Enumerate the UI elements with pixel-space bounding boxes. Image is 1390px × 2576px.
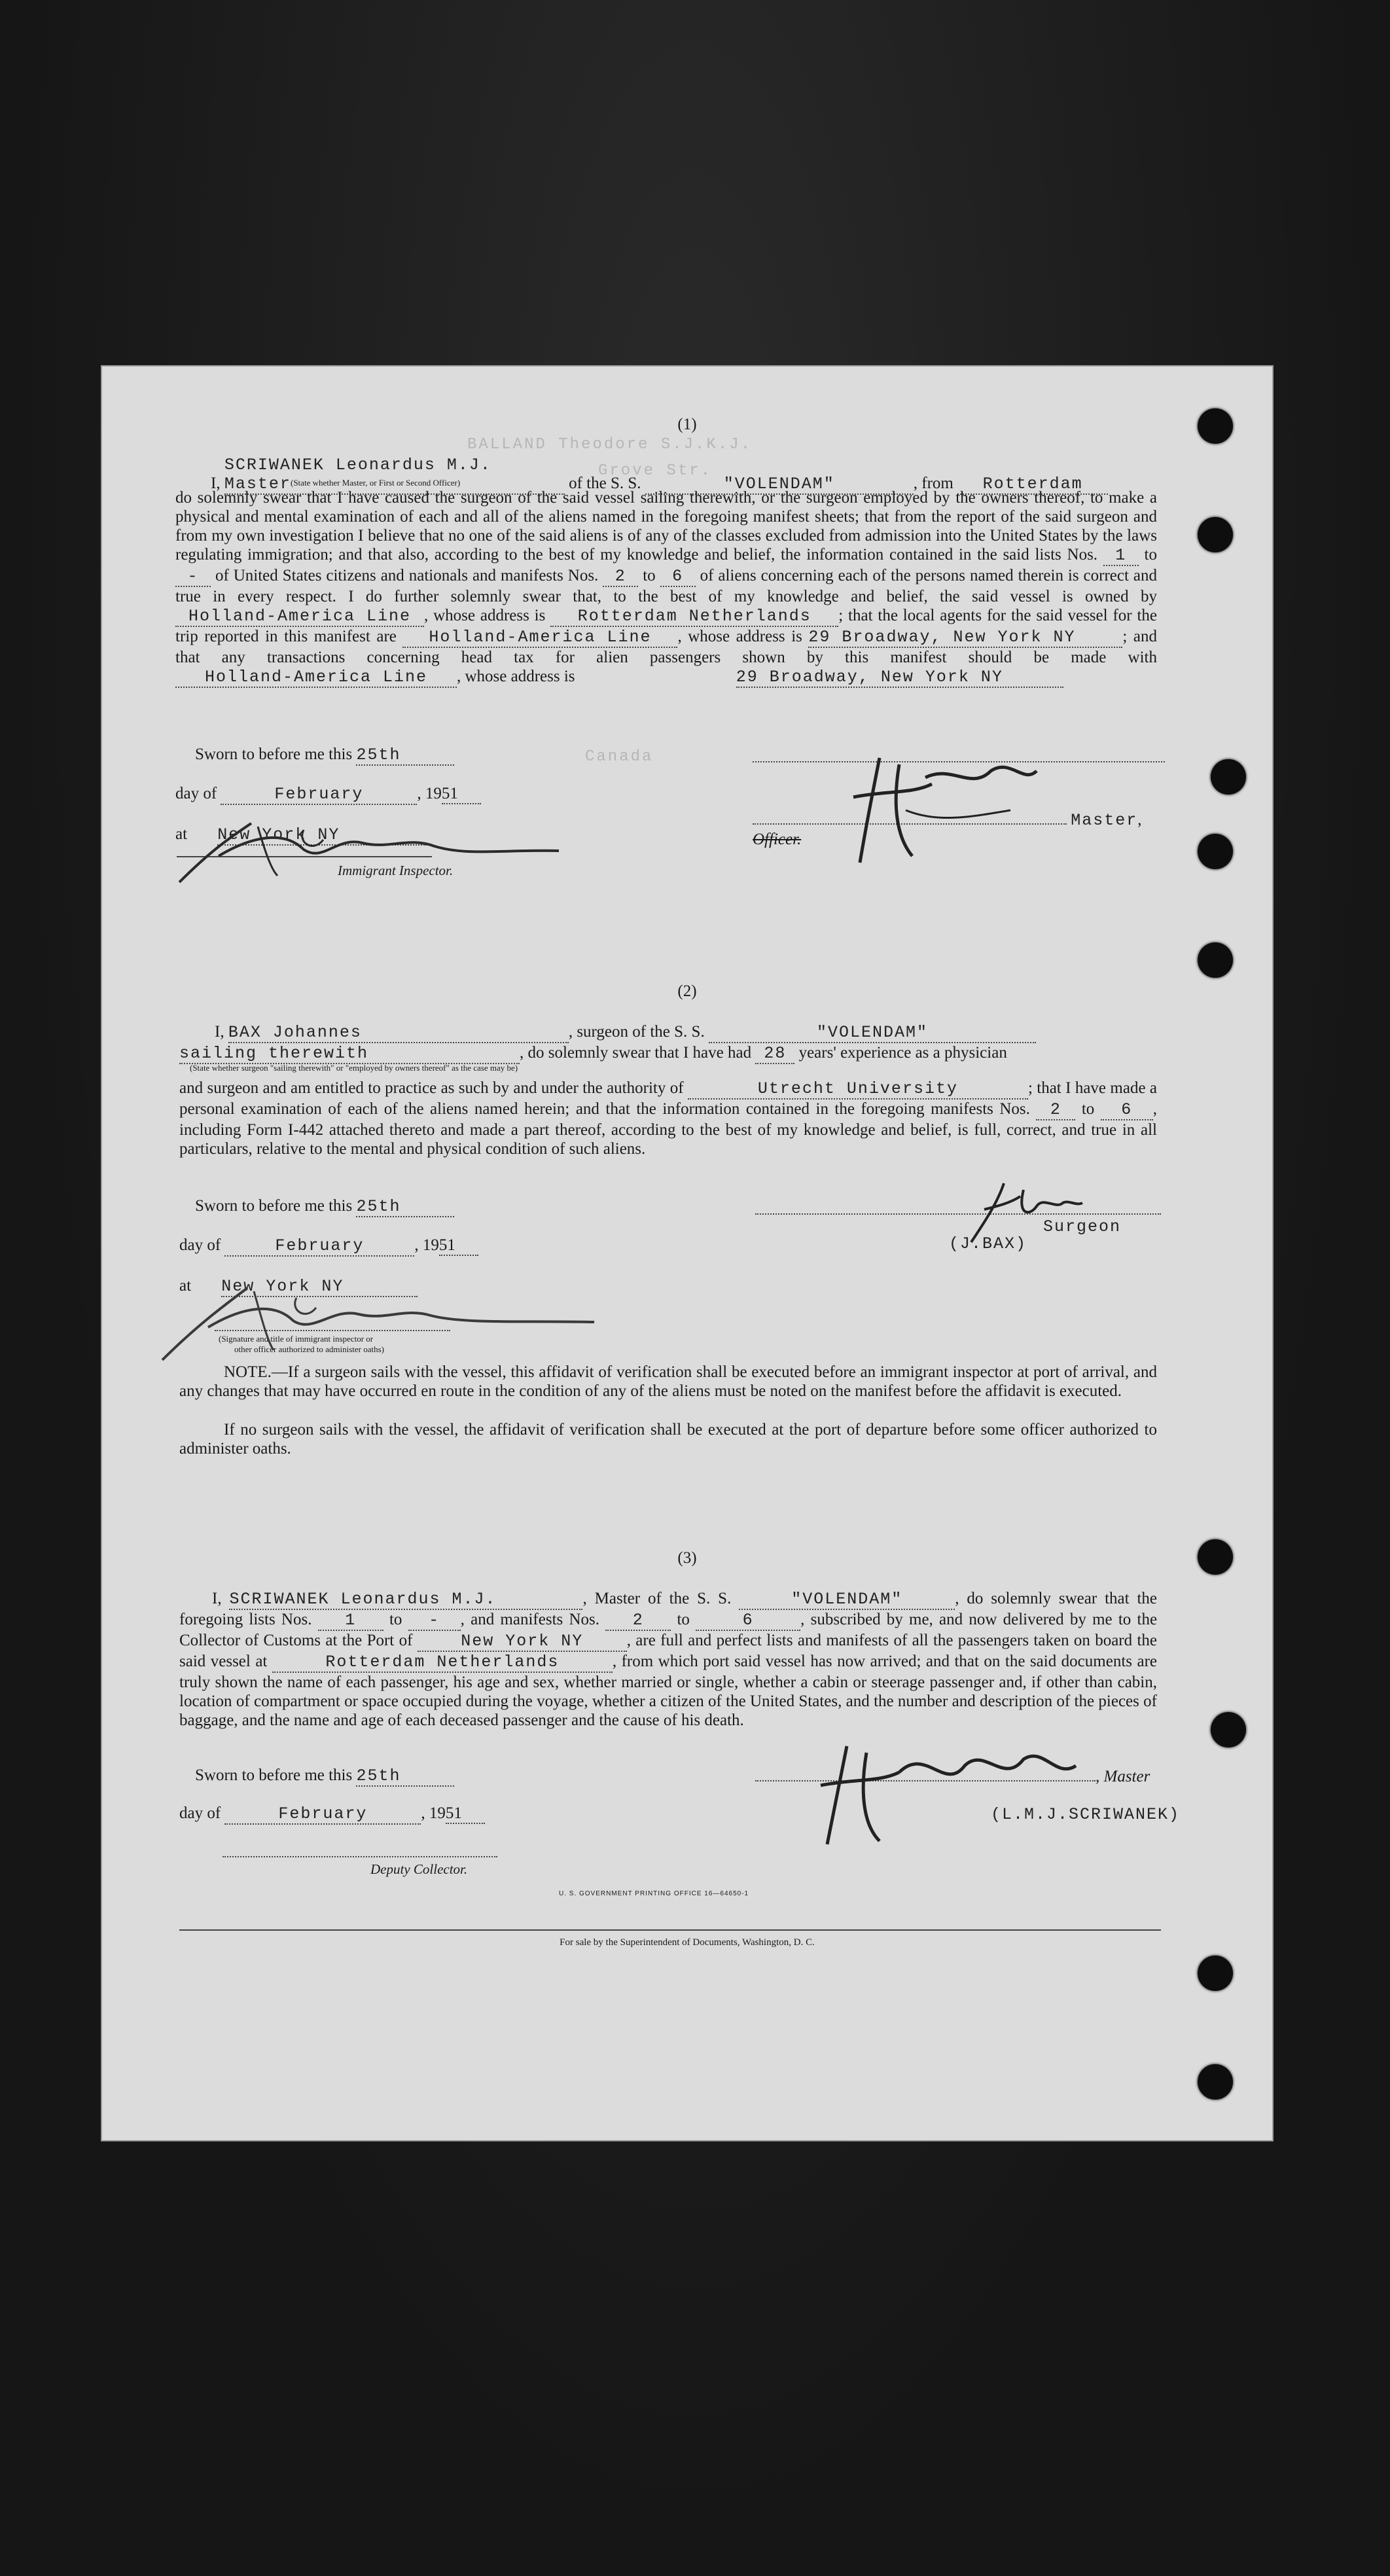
owner-field: Holland-America Line (175, 607, 424, 627)
inspector-label: Immigrant Inspector. (338, 863, 454, 878)
year-field: 51 (442, 784, 481, 804)
headtax-address-field: 29 Broadway, New York NY (736, 668, 1063, 688)
note-paragraph-2: If no surgeon sails with the vessel, the affidavit of verification shall be executed at the port of departure before some officer authorized to administer oaths. (179, 1421, 1157, 1458)
binding-hole (1211, 759, 1246, 795)
body-text: of aliens concerning each of the persons named therein is correct and true in every respect. I do further solemnly swear that, to the best of my knowledge and belief, the said vessel is owned by (175, 567, 1157, 605)
day-of-label: day of (175, 785, 217, 802)
sworn-label: Sworn to before me this (195, 1197, 353, 1215)
manifest-to-field: 6 (660, 567, 696, 587)
sworn-line-1 (195, 745, 454, 766)
body-text: ; and that any transactions concerning head tax for alien passengers shown by this manifest should be made with (175, 628, 1158, 666)
body-text: , whose address is (457, 668, 575, 685)
manifest-to-field: 6 (1101, 1100, 1153, 1120)
lists-from-field: 1 (1103, 546, 1139, 566)
binding-hole (1198, 1539, 1233, 1575)
binding-hole (1198, 2064, 1233, 2100)
officer-label: Officer. (753, 831, 802, 848)
sworn-day-field: 25th (356, 1197, 454, 1217)
section-1-number: (1) (677, 416, 697, 433)
month-field: February (224, 1236, 414, 1257)
from-label: , from (913, 474, 953, 492)
to-label: to (1081, 1100, 1095, 1118)
sworn-day-field: 25th (356, 1766, 454, 1787)
sig-note-line: (Signature and title of immigrant inspector or (219, 1334, 374, 1344)
bleed-through-text: Grove Str. (598, 462, 713, 480)
master-typed-name: (L.M.J.SCRIWANEK) (991, 1805, 1181, 1824)
body-text: and surgeon and am entitled to practice as such by and under the authority of (179, 1079, 684, 1097)
day-of-label: day of (179, 1236, 221, 1254)
lists-to-field: - (408, 1611, 461, 1631)
master-signature-1 (840, 745, 1050, 869)
body-text: , whose address is (677, 628, 802, 645)
to-label: to (1144, 546, 1157, 564)
section-2-sub-note: (State whether surgeon "sailing therewith" or "employed by owners thereof" as the case may be) (190, 1063, 518, 1073)
vessel-name-field: "VOLENDAM" (645, 474, 914, 495)
years-field: 28 (755, 1044, 794, 1064)
to-label: to (677, 1611, 690, 1628)
date-line-2 (179, 1236, 478, 1257)
binding-hole (1198, 942, 1233, 978)
at-label: at (179, 1277, 192, 1295)
body-text: ; that the local agents for the said vessel for the trip reported in this manifest are (175, 607, 1157, 645)
section-2-header-line (215, 1022, 1157, 1043)
manifest-from-field: 2 (605, 1611, 671, 1631)
binding-hole (1211, 1712, 1246, 1747)
embark-field: Rotterdam Netherlands (272, 1653, 613, 1673)
master-signature-3 (808, 1733, 1096, 1851)
note-paragraph (179, 1363, 1157, 1401)
binding-hole (1198, 834, 1233, 869)
lists-to-field: - (175, 567, 211, 587)
master-name-field: SCRIWANEK Leonardus M.J. (229, 1590, 582, 1610)
i-label: I, (212, 1590, 222, 1607)
body-text: , including Form I-442 attached thereto and made a part thereof, according to the best of my knowledge and belief, is full, correct, and true in all particulars, relative to the mental and physical condition of such aliens. (179, 1100, 1158, 1158)
body-text: , whose address is (424, 607, 546, 624)
vessel-name-field: "VOLENDAM" (709, 1023, 1036, 1043)
body-text: do solemnly swear that I have caused the surgeon of the said vessel sailing therewith, or the surgeon employed by the owners thereof, to make a physical and mental examination of each and all of the aliens named in the foregoing manifest sheets; that from the report of the said surgeon and from my own investigation I believe that no one of the said aliens is of any of the classes excluded from admission into the United States by the laws regulating immigration; and that also, according to the best of my knowledge and belief, the information contained in the said lists Nos. (175, 489, 1157, 564)
section-3-number: (3) (677, 1549, 697, 1567)
sailing-field: sailing therewith (179, 1044, 520, 1064)
i-label: I, (215, 1023, 224, 1041)
section-2-body (179, 1079, 1157, 1158)
body-text: , from which port said vessel has now arrived; and that on the said documents are truly shown the name of each passenger, his age and sex, whether married or single, whether a cabin or steerage passenger and, if other than cabin, location of compartment or space occupied during the voyage, whether a citizen of the United States, and the number and description of the pieces of baggage, and the name and age of each deceased passenger and the cause of his death. (179, 1653, 1157, 1729)
body-text: , Master of the S. S. (582, 1590, 732, 1607)
day-of-label: day of (179, 1804, 221, 1822)
section-2-number: (2) (677, 982, 697, 1000)
bleed-through-text: Canada (585, 748, 654, 766)
owner-address-field: Rotterdam Netherlands (550, 607, 838, 627)
year-prefix: , 19 (414, 1236, 439, 1254)
collector-signature-line (223, 1856, 497, 1857)
inspector-signature-1 (173, 810, 565, 889)
note-label: NOTE. (224, 1363, 272, 1381)
sale-notice: For sale by the Superintendent of Documents, Washington, D. C. (560, 1937, 815, 1948)
bleed-through-text: BALLAND Theodore S.J.K.J. (467, 436, 753, 454)
year-field: 51 (439, 1236, 478, 1256)
year-field: 51 (446, 1804, 485, 1824)
collector-label: Deputy Collector. (370, 1861, 468, 1877)
body-text: of United States citizens and nationals and manifests Nos. (215, 567, 599, 584)
inspector-signature-2 (156, 1275, 601, 1367)
month-field: February (221, 785, 417, 805)
binding-hole (1198, 517, 1233, 552)
of-ss-label: of the S. S. (569, 474, 641, 492)
section-1-sub-note: (State whether Master, or First or Second Officer) (291, 478, 461, 488)
headtax-agent-field: Holland-America Line (175, 668, 457, 688)
body-text: , subscribed by me, and now delivered by me to the Collector of Customs at the Port of (179, 1611, 1158, 1649)
section-3-body (179, 1589, 1157, 1730)
master-title: , Master (1096, 1768, 1150, 1785)
to-label: to (643, 567, 656, 584)
date-line-3 (179, 1804, 485, 1825)
i-label: I, (211, 474, 221, 492)
manifest-from-field: 2 (1036, 1100, 1075, 1120)
body-text: years' experience as a physician (798, 1044, 1007, 1062)
body-text: , are full and perfect lists and manifests of all the passengers taken on board the said vessel at (179, 1632, 1157, 1670)
place-field: New York NY (221, 1277, 418, 1297)
master-signature-line: Master, Officer. (753, 811, 1142, 848)
sworn-label: Sworn to before me this (195, 745, 353, 763)
agents-address-field: 29 Broadway, New York NY (808, 628, 1122, 648)
sailing-line (179, 1043, 1161, 1064)
surgeon-name-field: BAX Johannes (228, 1023, 569, 1043)
sworn-line-2 (195, 1196, 454, 1217)
manifest-affidavit-page (101, 365, 1274, 2141)
body-text: , do solemnly swear that the foregoing lists Nos. (179, 1590, 1157, 1628)
month-field: February (224, 1804, 421, 1825)
port-field: New York NY (418, 1632, 627, 1652)
date-line-1 (175, 784, 481, 805)
surgeon-typed-name: (J.BAX) (949, 1234, 1027, 1253)
sworn-line-3 (195, 1766, 454, 1787)
gpo-imprint: U. S. GOVERNMENT PRINTING OFFICE 16—64650-1 (559, 1890, 749, 1897)
manifest-from-field: 2 (603, 567, 638, 587)
year-prefix: , 19 (421, 1804, 446, 1822)
master-title: Master (1071, 811, 1138, 830)
footer-rule (179, 1929, 1161, 1931)
year-prefix: , 19 (417, 785, 442, 802)
vessel-name-field: "VOLENDAM" (739, 1590, 955, 1610)
to-label: to (389, 1611, 402, 1628)
surgeon-title: Surgeon (1043, 1217, 1122, 1236)
manifest-to-field: 6 (696, 1611, 800, 1631)
note-text: —If a surgeon sails with the vessel, this affidavit of verification shall be executed before an immigrant inspector at port of arrival, and any changes that may have occurred en route in the condition of any of the aliens must be noted on the manifest before the affidavit is executed. (179, 1363, 1157, 1400)
surgeon-of-label: , surgeon of the S. S. (568, 1023, 705, 1041)
authority-field: Utrecht University (688, 1079, 1028, 1100)
binding-hole (1198, 408, 1233, 444)
place-field: New York NY (217, 825, 427, 846)
agents-field: Holland-America Line (402, 628, 677, 648)
binding-hole (1198, 1956, 1233, 1991)
body-text: , and manifests Nos. (460, 1611, 600, 1628)
master-name-field: SCRIWANEK Leonardus M.J. Master (224, 456, 565, 495)
sworn-label: Sworn to before me this (195, 1766, 353, 1784)
section-1-body (175, 488, 1157, 688)
body-text: , do solemnly swear that I have had (520, 1044, 752, 1062)
lists-from-field: 1 (318, 1611, 383, 1631)
sworn-day-field: 25th (356, 745, 454, 766)
sig-note-line: other officer authorized to administer oaths) (234, 1344, 384, 1354)
from-port-field: Rotterdam (957, 474, 1108, 495)
body-text: ; that I have made a personal examination of each of the aliens named herein; and that the information contained in the foregoing manifests Nos. (179, 1079, 1158, 1118)
at-label: at (175, 825, 188, 843)
